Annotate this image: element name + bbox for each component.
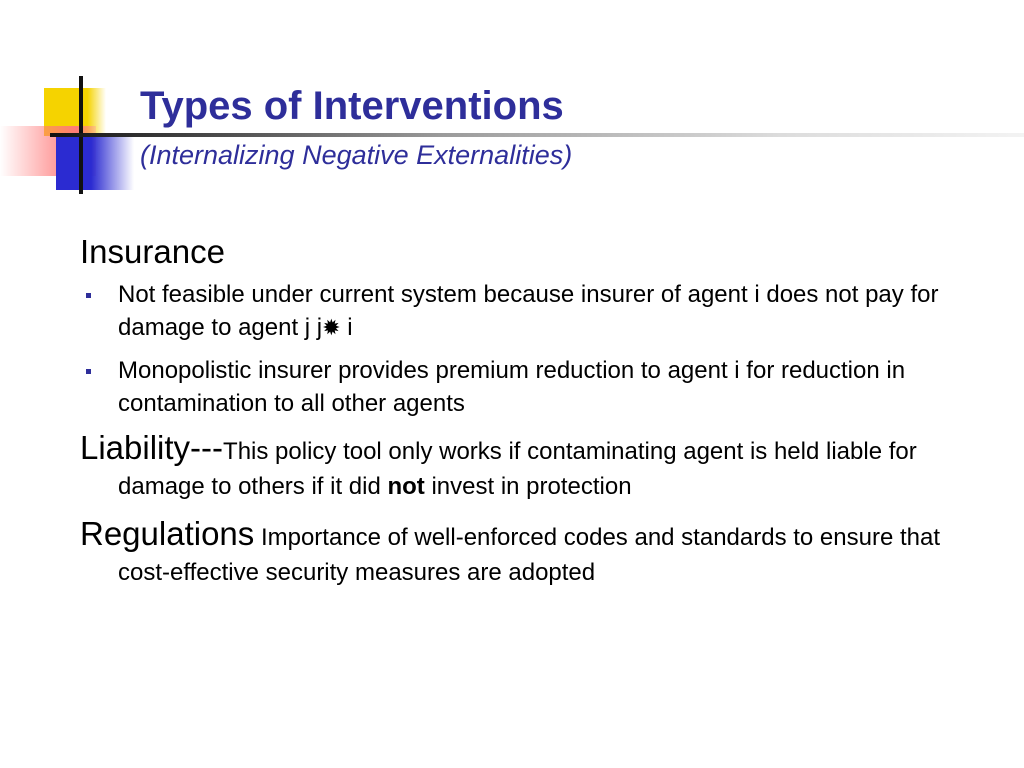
bullet-square-icon bbox=[86, 293, 91, 298]
liability-bold-word: not bbox=[387, 473, 425, 500]
regulations-paragraph bbox=[80, 516, 960, 590]
regulations-heading: Regulations bbox=[80, 515, 255, 552]
list-item bbox=[80, 354, 960, 420]
liability-paragraph bbox=[80, 430, 960, 504]
insurance-bullet-list bbox=[80, 278, 960, 420]
slide-title: Types of Interventions bbox=[140, 84, 564, 128]
liability-heading: Liability--- bbox=[80, 429, 224, 466]
decorative-blue-square bbox=[56, 136, 134, 190]
decorative-horizontal-line bbox=[50, 133, 1024, 137]
bullet-text: Monopolistic insurer provides premium reduction to agent i for reduction in contamination to all other agents bbox=[118, 357, 906, 417]
regulations-text: Importance of well-enforced codes and standards to ensure that cost-effective security measures are adopted bbox=[118, 524, 941, 586]
bullet-text-part: i bbox=[340, 314, 353, 341]
slide-content bbox=[80, 232, 960, 602]
liability-text-part: invest in protection bbox=[424, 473, 632, 500]
list-item bbox=[80, 278, 960, 344]
liability-text-part: This policy tool only works if contaminating agent is held liable for damage to others if it did bbox=[118, 438, 917, 500]
not-equal-symbol-icon: ✹ bbox=[322, 315, 341, 340]
insurance-heading: Insurance bbox=[80, 233, 225, 270]
slide-subtitle: (Internalizing Negative Externalities) bbox=[140, 140, 573, 170]
bullet-text-part: Not feasible under current system because insurer of agent i does not pay for damage to agent j j bbox=[118, 281, 939, 341]
bullet-square-icon bbox=[86, 369, 91, 374]
